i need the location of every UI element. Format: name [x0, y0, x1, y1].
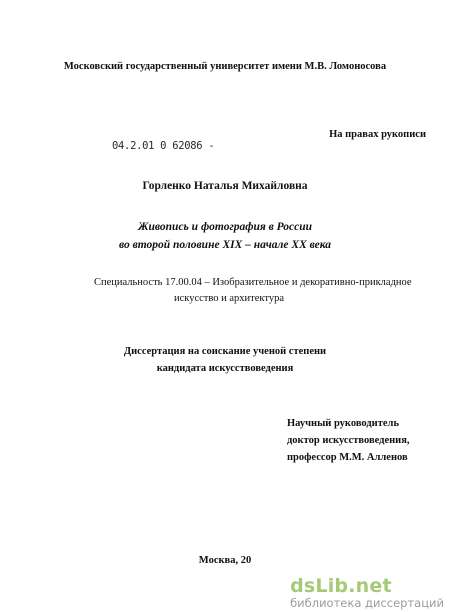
thesis-title-line-2: во второй половине XIX – начале XX века — [118, 239, 332, 251]
manuscript-rights-label: На правах рукописи — [329, 129, 426, 140]
specialty-line-2: искусство и архитектура — [174, 293, 284, 304]
supervisor-name: профессор М.М. Алленов — [287, 452, 408, 463]
city-year: Москва, 20 — [198, 555, 252, 566]
specialty-line-1: Специальность 17.00.04 – Изобразительное и декоративно-прикладное — [94, 277, 412, 288]
dslib-subtitle: библиотека диссертаций — [290, 595, 444, 610]
dissertation-degree-line-1: Диссертация на соискание ученой степени — [123, 346, 327, 357]
dslib-watermark — [290, 574, 444, 610]
registration-stamp: 04.2.01 0 62086 - — [112, 140, 215, 152]
author-name: Горленко Наталья Михайловна — [142, 180, 308, 192]
supervisor-role: Научный руководитель — [287, 418, 399, 429]
thesis-title-line-1: Живопись и фотография в России — [137, 221, 313, 233]
dslib-logo: dsLib.net — [290, 574, 392, 597]
supervisor-degree: доктор искусствоведения, — [287, 435, 410, 446]
university-name: Московский государственный университет имени М.В. Ломоносова — [63, 61, 387, 72]
dissertation-degree-line-2: кандидата искусствоведения — [156, 363, 294, 374]
